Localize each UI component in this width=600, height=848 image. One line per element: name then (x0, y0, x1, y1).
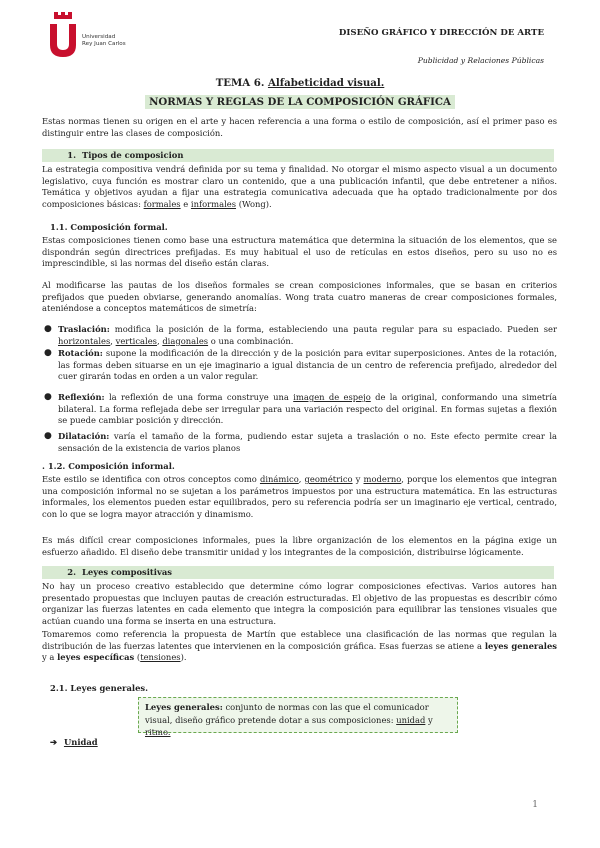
wong-citation: (Wong). (238, 198, 272, 209)
link-imagen-de-espejo[interactable]: imagen de espejo (293, 392, 371, 402)
leyes-especificas-term: leyes específicas (57, 652, 135, 663)
section-2-heading (42, 566, 554, 579)
link-unidad[interactable]: unidad (396, 714, 426, 725)
separator: , (298, 474, 302, 484)
subsection-generales-title: 2.1. Leyes generales. (50, 683, 149, 693)
course-title: DISEÑO GRÁFICO Y DIRECCIÓN DE ARTE (338, 28, 544, 38)
bullet-term: Reflexión: (58, 392, 105, 402)
separator: , (156, 335, 160, 346)
section-2-number: 2. (67, 567, 76, 577)
bullet-icon: ● (44, 348, 52, 358)
link-dinamico[interactable]: dinámico (259, 474, 299, 484)
section-1-title: Tipos de composicion (82, 150, 184, 160)
bullet-text: la reflexión de una forma construye una (109, 392, 289, 402)
subsection-informal-title: . 1.2. Composición informal. (42, 461, 175, 471)
university-logo (48, 12, 138, 60)
link-verticales[interactable]: verticales (115, 335, 157, 346)
bullet-traslacion (42, 324, 557, 347)
formal-paragraph-2: Al modificarse las pautas de los diseños formales se crean composiciones informales, que se basan en criterios prefijados que pueden obviarse, generando anomalías. Wong trata cuatro maneras de crear composiciones formales, ateniéndose a conceptos matemáticos de simetría: (42, 280, 557, 314)
link-informales[interactable]: informales (190, 198, 237, 209)
bullet-icon: ● (44, 324, 52, 334)
link-tensiones[interactable]: tensiones (140, 652, 181, 663)
definition-term: Leyes generales: (145, 702, 223, 712)
bullet-reflexion (42, 392, 557, 427)
bullet-term: Rotación: (58, 348, 103, 358)
bullet-term: Traslación: (58, 324, 110, 334)
bullet-text: modifica la posición de la forma, estableciendo una pauta regular para su espaciado. Pueden ser (114, 324, 558, 334)
link-formales[interactable]: formales (143, 198, 181, 209)
section-1-number: 1. (67, 150, 76, 160)
university-name-line2: Rey Juan Carlos (82, 41, 126, 47)
formal-paragraph-1: Estas composiciones tienen como base una estructura matemática que determina la situación de los elementos, que se dispondrán según directrices prefijadas. Es muy habitual el uso de retículas en estos diseños, pero su uso no es imprescindible, si las normas del diseño están claras. (42, 235, 557, 269)
informal-text-end: , porque los elementos que integran una composición informal no se sujetan a los parámetros impuestos por una estructura matemática. En las estructuras informales, los elementos pueden estar equilibrados, pero su referencia podría ser un imaginario eje vertical, centrado, con lo que se logra mayor atracción y dinamismo. (42, 474, 558, 519)
tema-number: TEMA 6. (215, 77, 265, 89)
connector-text: y a (42, 652, 55, 663)
university-name-line1: Universidad (82, 34, 116, 40)
link-moderno[interactable]: moderno (363, 474, 402, 484)
definition-text: conjunto de normas con las que el comunicador visual, diseño gráfico pretende dotar a sus composiciones: (145, 702, 429, 725)
bullet-text: varía el tamaño de la forma, pudiendo estar sujeta a traslación o no. Este efecto permite crear la sensación de la existencia de varios planos (58, 431, 557, 453)
definition-box (138, 697, 458, 737)
document-subtitle-text: NORMAS Y REGLAS DE LA COMPOSICIÓN GRÁFICA (145, 95, 455, 109)
link-unidad-section[interactable]: Unidad (63, 737, 98, 747)
bullet-icon: ● (44, 392, 52, 402)
subsection-formal-title: 1.1. Composición formal. (50, 222, 168, 232)
separator: , (110, 335, 113, 346)
bullet-rotacion (42, 348, 557, 383)
link-geometrico[interactable]: geométrico (304, 474, 353, 484)
informal-paragraph-1 (42, 474, 557, 520)
section-2-text: Tomaremos como referencia la propuesta de Martín que establece una clasificación de las normas que regulan la distribución de las fuerzas latentes que intervienen en la composición gráfica. Esas fuerzas se atiene a (42, 629, 557, 651)
bullet-text-end: de la original, conformando una simetría bilateral. La forma reflejada debe ser irregular para una variación respecto del original. En formas sujetas a flexión se puede cambiar posición y dirección. (58, 392, 557, 426)
section-2-paragraph-2 (42, 629, 557, 664)
tema-title (0, 78, 600, 90)
link-ritmo[interactable]: ritmo. (145, 727, 171, 737)
leyes-generales-term: leyes generales (484, 640, 557, 651)
tema-name: Alfabeticidad visual. (267, 77, 385, 89)
connector-text: e (183, 198, 189, 209)
informal-text: Este estilo se identifica con otros conceptos como (42, 474, 257, 484)
section-2-title: Leyes compositivas (82, 567, 172, 577)
section-1-heading (42, 149, 554, 162)
section-1-paragraph (42, 164, 557, 210)
arrow-right-icon: ➔ (50, 737, 58, 747)
bullet-dilatacion (42, 431, 557, 454)
bullet-text: supone la modificación de la dirección y de la posición para evitar superposiciones. Antes de la rotación, las formas deben situarse en un eje imaginario a igual distancia de un centro de referencia prefijado, alrededor del cuer girarán todas en orden a un valor regular. (58, 348, 557, 382)
paren-open: ( (136, 652, 141, 663)
informal-paragraph-2: Es más difícil crear composiciones informales, pues la libre organización de los elementos en la página exige un esfuerzo añadido. El diseño debe transmitir unidad y los integrantes de la composición, distribuirse lógicamente. (42, 535, 557, 557)
link-horizontales[interactable]: horizontales (58, 335, 111, 346)
connector-text: y (428, 714, 433, 725)
bullet-term: Dilatación: (58, 431, 110, 441)
link-diagonales[interactable]: diagonales (162, 335, 209, 346)
degree-name: Publicidad y Relaciones Públicas (417, 56, 544, 65)
section-1-text: La estrategia compositiva vendrá definida por su tema y finalidad. No otorgar el mismo aspecto visual a un documento legislativo, cuya función es mostrar claro un contenido, que a una publicación infantil, que debe entretener a niños. Temática y objetivos ayudan a fijar una estrategia comunicativa adecuada que ha optado tradicionalmente por dos composiciones básicas: (42, 164, 557, 209)
bullet-icon: ● (44, 431, 52, 441)
section-2-paragraph-1: No hay un proceso creativo establecido que determine cómo lograr composiciones efectivas. Varios autores han presentado propuestas que incluyen pautas de creación estructuradas. El objetivo de las propuestas es describir cómo organizar las fuerzas latentes en cada elemento que integra la composición para equilibrar las tensiones visuales que actúan cuando una forma se inserta en una estructura. (42, 581, 557, 626)
document-subtitle (0, 97, 600, 109)
page-number: 1 (532, 800, 538, 810)
separator: y (355, 474, 361, 484)
unidad-item (50, 737, 98, 749)
bullet-text-end: o una combinación. (210, 335, 294, 346)
paren-close: ). (180, 652, 187, 663)
intro-paragraph: Estas normas tienen su origen en el arte y hacen referencia a una forma o estilo de composición, así el primer paso es distinguir entre las clases de composición. (42, 116, 557, 138)
